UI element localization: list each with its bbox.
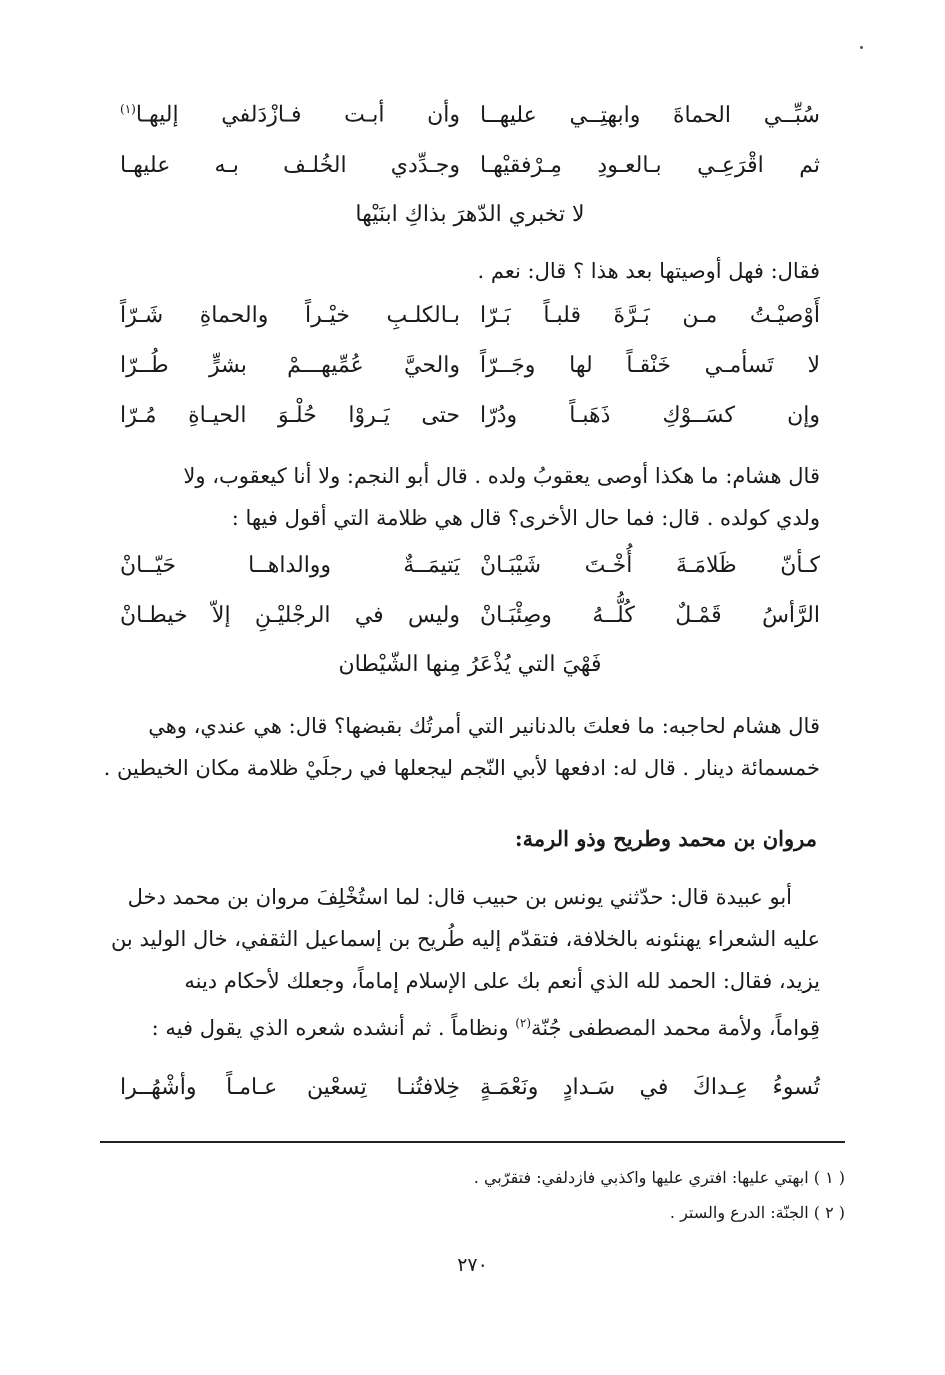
verse-line [120,90,820,140]
verse-hemistich-left: يَتيمَــةٌ ووالداهــا حَيّــانْ [120,552,460,578]
scan-speck [860,46,863,49]
verse-hemistich-right: سُبِّــي الحماةَ وابهتِــي عليهــا [480,102,820,128]
verse-hemistich-right: تُسوءُ عِـداكَ في سَـدادٍ ونَعْمَـةٍ [480,1074,820,1100]
paragraph-text: فقال: فهل أوصيتها بعد هذا ؟ قال: نعم . [477,259,820,283]
verse-single-line: فَهْيَ التي يُذْعَرُ مِنها الشّيْطان [338,652,602,677]
verse-hemistich-left: وجـدِّدي الخُلـف بـه عليهـا [120,152,460,178]
paragraph [95,455,820,539]
verse-block-bottom [120,1062,820,1112]
paragraph [95,705,820,789]
footnote: ( ٢ ) الجنّة: الدرع والستر . [669,1203,845,1222]
verse-line [120,340,820,390]
verse-hemistich-left: وليس في الرجْليْـنِ إلاّ خيطـانْ [120,602,460,628]
verse-hemistich-left: خِلافتُنـا تِسعْين عـامـاً وأشْهُــرا [120,1074,460,1100]
paragraph-line: خمسمائة دينار . قال له: ادفعها لأبي النّجم ليجعلها في رجلَيْ ظلامة مكان الخيطين . [103,756,820,780]
paragraph [95,876,820,1049]
paragraph-line: أبو عبيدة قال: حدّثني يونس بن حبيب قال: لما استُخْلِفَ مروان بن محمد دخل [127,885,792,909]
paragraph-line: ولدي كولده . قال: فما حال الأخرى؟ قال هي ظلامة التي أقول فيها : [231,506,820,530]
verse-block-middle [120,290,820,440]
verse-hemistich-right: الرَّأسُ قَمْـلٌ كُلُّــهُ وصِئْبَـانْ [480,602,820,628]
page-number: ٢٧٠ [457,1254,488,1276]
paragraph-line: يزيد، فقال: الحمد لله الذي أنعم بك على الإسلام إماماً، وجعلك لأحكام دينه [184,969,820,993]
footnote-marker: (٢) [515,1016,532,1030]
verse-block-zalama [120,540,820,690]
verse-line [120,390,820,440]
verse-hemistich-right: ثم اقْرَعِـي بـالعـودِ مِـرْفقيْهـا [480,152,820,178]
paragraph-line: قال هشام: ما هكذا أوصى يعقوبُ ولده . قال أبو النجم: ولا أنا كيعقوب، ولا [183,464,820,488]
verse-hemistich-left: والحيَّ عُمِّيهـــمْ بشرٍّ طُــرّا [120,352,460,378]
footnotes [100,1160,845,1230]
paragraph-line: عليه الشعراء يهنئونه بالخلافة، فتقدّم إليه طُريح بن إسماعيل الثقفي، خال الوليد بن [110,927,820,951]
verse-single-line: لا تخبري الدّهرَ بذاكِ ابنَيْها [355,202,585,227]
verse-line [120,290,820,340]
verse-block-top [120,90,820,240]
verse-hemistich-left: بـالكلـبِ خيْـراً والحماةِ شَـرّاً [120,302,460,328]
verse-hemistich-left: وأن أبـت فـازْدَلفي إليهـا$^{(١)}$ [120,102,460,128]
verse-line [120,140,820,190]
paragraph [95,250,820,292]
verse-hemistich-right: أَوْصيْـتُ مـن بَـرَّةَ قلبـاً بَـرّا [480,302,820,328]
verse-line [120,590,820,640]
paragraph-line: قِواماً، ولأمة محمد المصطفى جُنّة$^{(٢)}$ ونظاماً . ثم أنشده شعره الذي يقول فيه : [151,1016,820,1040]
footnote: ( ١ ) ابهتي عليها: افتري عليها واكذبي فازدلفي: فتقرّبي . [473,1168,845,1187]
verse-hemistich-right: كـأنّ ظَلامَـةَ أُخْـتَ شَيْبَـانْ [480,552,820,578]
verse-hemistich-right: وإن كسَــوْكِ ذَهَبـاً ودُرّا [480,402,820,428]
verse-hemistich-right: لا تَسأمـي خَنْقـاً لها وجَــرّاً [480,352,820,378]
footnote-marker: (١) [120,102,136,117]
footnote-divider [100,1141,845,1143]
section-heading: مروان بن محمد وطريح وذو الرمة: [514,826,817,851]
verse-line [120,540,820,590]
paragraph-line: قال هشام لحاجبه: ما فعلتَ بالدنانير التي أمرتُك بقبضها؟ قال: هي عندي، وهي [148,714,820,738]
verse-line [120,1062,820,1112]
verse-hemistich-left: حتى يَـروْا حُلْـوَ الحيـاةِ مُـرّا [120,402,460,428]
